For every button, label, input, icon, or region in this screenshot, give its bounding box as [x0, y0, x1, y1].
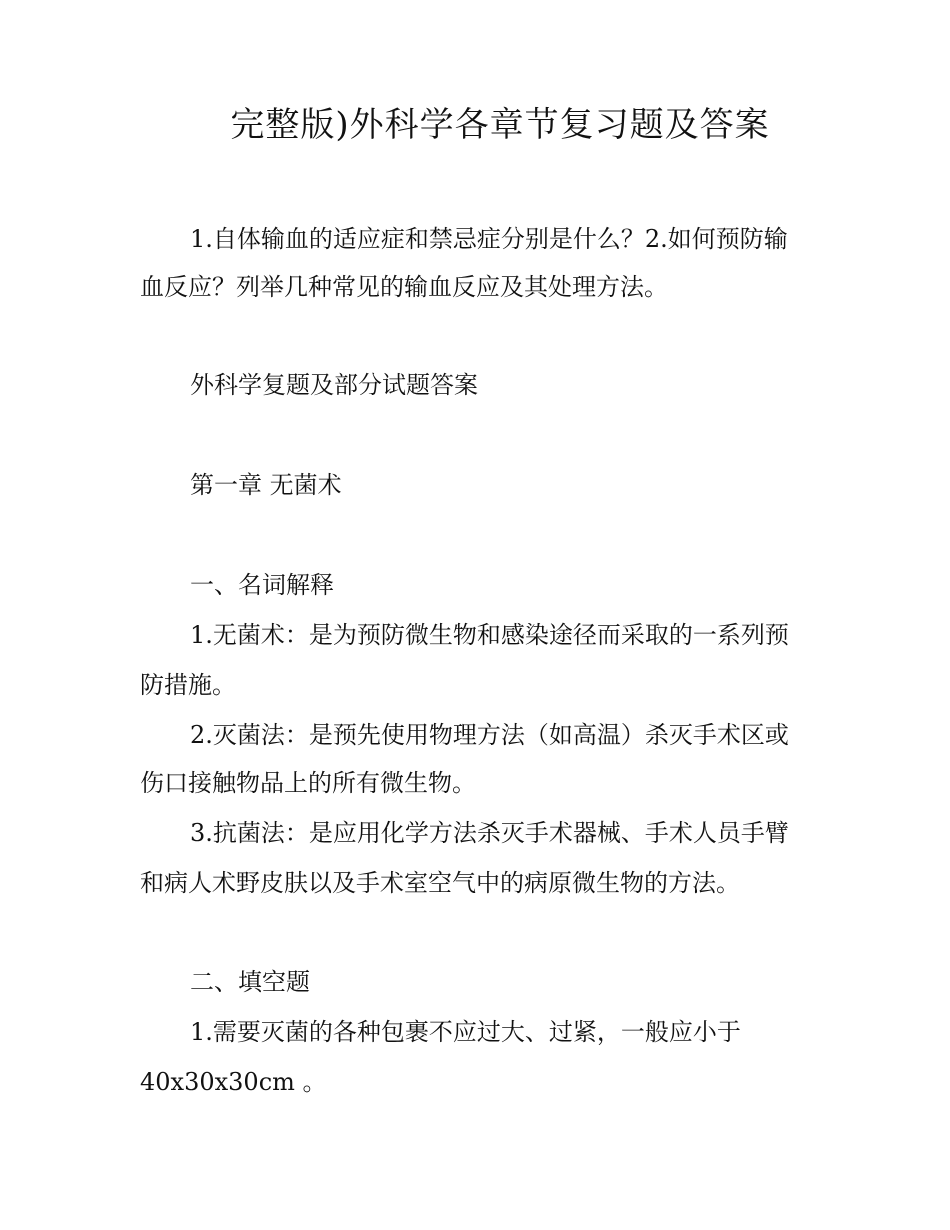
document-subtitle: 外科学复题及部分试题答案 [190, 371, 478, 399]
term-aseptic-line-2: 防措施。 [140, 671, 236, 699]
fill-blank-item-line-2: 40x30x30cm 。 [140, 1068, 327, 1096]
term-antisepsis-line-2: 和病人术野皮肤以及手术室空气中的病原微生物的方法。 [140, 869, 740, 897]
document-title: 完整版)外科学各章节复习题及答案 [230, 105, 770, 145]
term-sterilization-line-1: 2.灭菌法：是预先使用物理方法（如高温）杀灭手术区或 [190, 721, 789, 749]
chapter-heading: 第一章 无菌术 [190, 471, 342, 499]
term-sterilization-line-2: 伤口接触物品上的所有微生物。 [140, 769, 476, 797]
term-aseptic-line-1: 1.无菌术：是为预防微生物和感染途径而采取的一系列预 [190, 621, 789, 649]
term-antisepsis-line-1: 3.抗菌法：是应用化学方法杀灭手术器械、手术人员手臂 [190, 819, 789, 847]
section-heading-terms: 一、名词解释 [190, 571, 334, 599]
section-heading-fill-blank: 二、填空题 [190, 968, 310, 996]
fill-blank-item-line-1: 1.需要灭菌的各种包裹不应过大、过紧，一般应小于 [190, 1018, 741, 1046]
intro-question-line-2: 血反应？列举几种常见的输血反应及其处理方法。 [140, 273, 668, 301]
intro-question-line-1: 1.自体输血的适应症和禁忌症分别是什么？2.如何预防输 [190, 225, 788, 253]
